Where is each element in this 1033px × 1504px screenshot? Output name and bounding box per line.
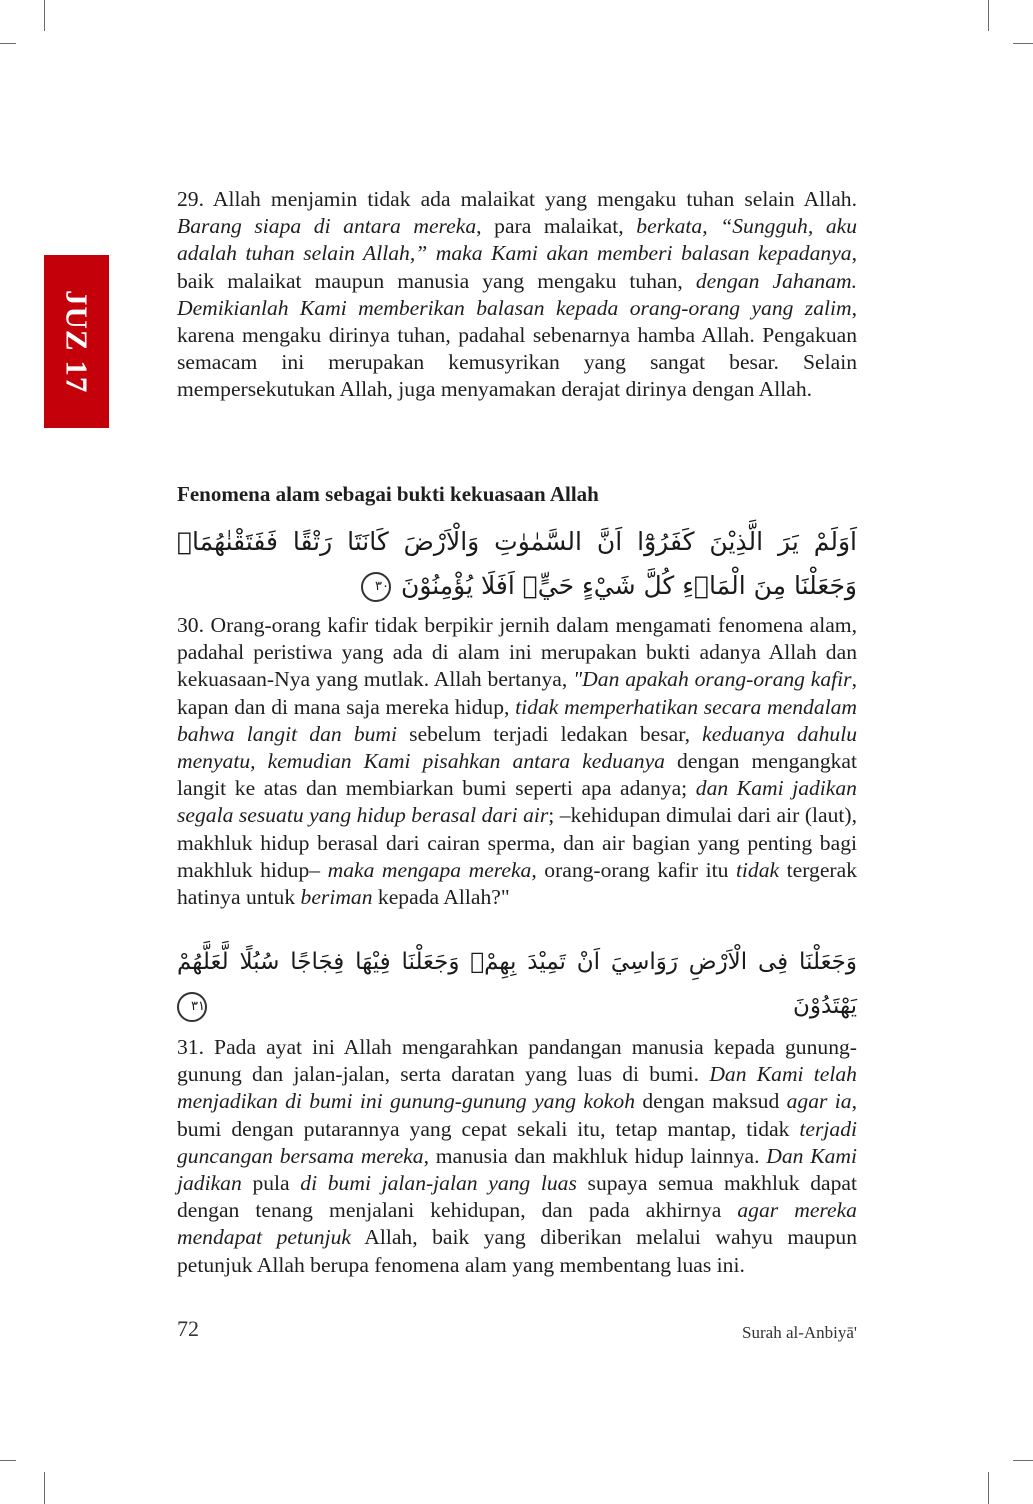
crop-mark-bottom-left <box>44 1472 45 1504</box>
italic-text-run: “Sungguh, aku adalah tuhan selain Allah,” maka Kami akan memberi balasan kepadanya <box>177 214 858 266</box>
verse-29-block <box>177 186 857 404</box>
italic-text-run: maka mengapa mereka <box>327 857 532 882</box>
verse-29-commentary <box>177 186 857 404</box>
text-run: dengan maksud <box>635 1089 787 1114</box>
text-run: sebelum terjadi ledakan besar, <box>397 721 703 746</box>
italic-text-run: berkata <box>636 214 703 239</box>
italic-text-run: tidak <box>735 857 780 882</box>
text-run: , kapan dan di mana saja mereka hidup, <box>177 667 857 719</box>
text-run: , manusia dan makhluk hidup lainnya. <box>423 1143 767 1168</box>
italic-text-run: di bumi jalan-jalan yang luas <box>300 1171 577 1196</box>
text-run: tergerak hatinya untuk <box>177 857 857 910</box>
crop-mark-bottom-right-h <box>1013 1460 1033 1461</box>
text-run: pula <box>241 1171 301 1196</box>
crop-mark-top-left <box>44 0 45 31</box>
text-run: , bumi dengan putarannya yang cepat sekali itu, tetap mantap, tidak <box>177 1089 857 1141</box>
verse-30-block <box>177 520 857 911</box>
italic-text-run: "Dan apakah orang-orang kafir <box>573 667 852 692</box>
page-number: 72 <box>177 1316 199 1341</box>
ayah-number-30: ٣٠ <box>361 572 391 602</box>
italic-text-run: Dan Kami jadikan <box>177 1143 857 1196</box>
text-run: , orang-orang kafir itu <box>531 857 736 882</box>
section-heading: Fenomena alam sebagai bukti kekuasaan Allah <box>177 482 599 506</box>
ayah-number-31: ٣١ <box>177 992 207 1022</box>
text-run: 29. Allah menjamin tidak ada malaikat yang mengaku tuhan selain Allah. <box>177 187 857 211</box>
crop-mark-top-right <box>988 0 989 31</box>
text-run: 31. Pada ayat ini Allah mengarahkan pandangan manusia kepada gunung-gunung dan jalan-jalan, serta daratan yang luas di bumi. <box>177 1035 857 1087</box>
verse-30-commentary <box>177 612 857 911</box>
verse-31-block <box>177 940 857 1279</box>
verse-30-arabic <box>177 520 857 608</box>
text-run: kepada Allah?" <box>372 885 510 910</box>
crop-mark-bottom-right <box>988 1472 989 1504</box>
italic-text-run: tidak memperhatikan secara mendalam bahwa langit dan bumi <box>177 694 858 746</box>
text-run: , karena mengaku dirinya tuhan, padahal sebenarnya hamba Allah. Pengakuan semacam ini merupakan kemusyrikan yang sangat besar. Selain mempersekutukan Allah, juga menyamakan derajat dirinya dengan Allah. <box>177 295 857 402</box>
text-run: Allah, baik yang diberikan melalui wahyu maupun petunjuk Allah berupa fenomena alam yang membentang luas ini. <box>177 1225 857 1277</box>
italic-text-run: Barang siapa di antara mereka <box>177 214 477 239</box>
text-run: , <box>702 214 721 239</box>
crop-mark-top-right-h <box>1013 43 1033 44</box>
verse-31-arabic <box>177 940 857 1028</box>
italic-text-run: dengan Jahanam. Demikianlah Kami memberikan balasan kepada orang-orang yang zalim <box>177 268 857 320</box>
text-run: , baik malaikat maupun manusia yang mengaku tuhan, <box>177 241 857 293</box>
text-run: , para malaikat, <box>476 214 637 239</box>
text-run: dengan mengangkat langit ke atas dan membiarkan bumi seperti apa adanya; <box>177 749 858 801</box>
juz-label: JUZ 17 <box>59 289 95 394</box>
text-run: ; –kehidupan dimulai dari air (laut), makhluk hidup berasal dari cairan sperma, dan air bagian yang penting bagi makhluk hidup– <box>177 803 857 882</box>
text-run: 30. Orang-orang kafir tidak berpikir jernih dalam mengamati fenomena alam, padahal peristiwa yang ada di alam ini merupakan bukti adanya Allah dan kekuasaan-Nya yang mutlak. Allah bertanya, <box>177 613 857 692</box>
italic-text-run: dan Kami jadikan segala sesuatu yang hidup berasal dari air <box>177 776 857 828</box>
crop-mark-top-left-h <box>0 43 16 44</box>
verse-31-commentary <box>177 1034 857 1279</box>
italic-text-run: Dan Kami telah menjadikan di bumi ini gunung-gunung yang kokoh <box>177 1062 857 1114</box>
italic-text-run: terjadi guncangan bersama mereka <box>177 1116 857 1168</box>
juz-side-tab <box>44 255 109 428</box>
italic-text-run: agar mereka mendapat petunjuk <box>177 1198 857 1250</box>
italic-text-run: beriman <box>300 885 373 910</box>
text-run: supaya semua makhluk dapat dengan tenang menjalani kehidupan, dan pada akhirnya <box>177 1171 857 1223</box>
verse-31-arabic-text: وَجَعَلْنَا فِى الْاَرْضِ رَوَاسِيَ اَنْ تَمِيْدَ بِهِمْۖ وَجَعَلْنَا فِيْهَا فِجَاجًا سُبُلًا لَّعَلَّهُمْ يَهْتَدُوْنَ <box>177 949 857 1019</box>
crop-mark-bottom-left-h <box>0 1460 16 1461</box>
italic-text-run: keduanya dahulu menyatu, kemudian Kami pisahkan antara keduanya <box>177 721 857 774</box>
running-footer-surah: Surah al-Anbiyā' <box>742 1323 857 1342</box>
verse-30-arabic-text: اَوَلَمْ يَرَ الَّذِيْنَ كَفَرُوْٓا اَنَّ السَّمٰوٰتِ وَالْاَرْضَ كَانَتَا رَتْقًا فَفَتَقْنٰهُمَاۗ وَجَعَلْنَا مِنَ الْمَاۤءِ كُلَّ شَيْءٍ حَيٍّۗ اَفَلَا يُؤْمِنُوْنَ <box>177 527 857 600</box>
italic-text-run: agar ia <box>786 1089 852 1114</box>
